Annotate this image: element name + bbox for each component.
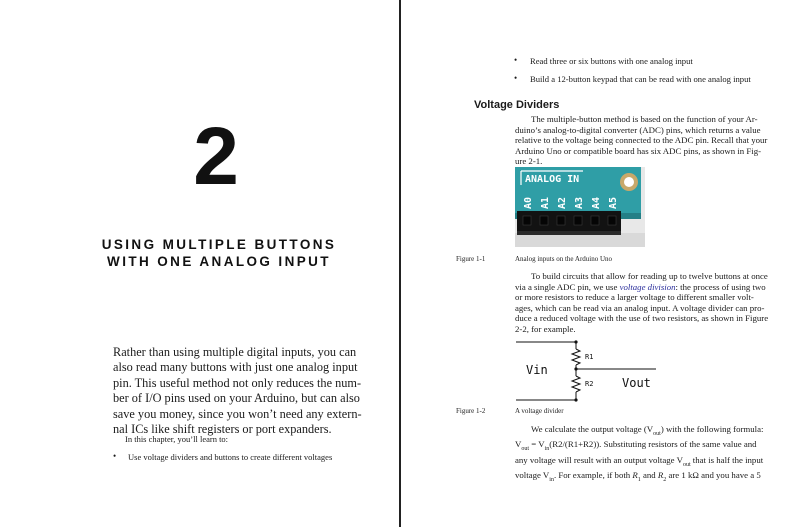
text-span: : the process of using two	[675, 281, 766, 292]
subscript: out	[521, 446, 530, 453]
chapter-number: 2	[193, 111, 239, 202]
pin-label-a3: A3	[574, 196, 585, 209]
chapter-title	[96, 236, 342, 270]
para-line: ages, which can be read via an analog input. A voltage divider can pro-	[515, 302, 765, 313]
text-span: = V	[529, 439, 545, 450]
text-span: R	[657, 470, 664, 481]
text-span: ) with the following formula:	[660, 424, 764, 434]
pin-label-a5: A5	[608, 196, 619, 209]
chapter-title-line: USING MULTIPLE BUTTONS	[101, 237, 337, 252]
para-line: relative to the voltage being connected to the ADC pin. Recall that your	[515, 135, 768, 146]
intro-line: ber of I/O pins used on your Arduino, but can also	[113, 391, 360, 406]
header-socket	[557, 216, 565, 225]
intro-line: Rather than using multiple digital inputs, you can	[113, 345, 357, 359]
header-socket	[574, 216, 582, 225]
para-line: duino’s analog-to-digital converter (ADC) pins, which returns a value	[515, 124, 761, 135]
intro-paragraph	[113, 345, 362, 437]
para-line: ure 2-1.	[515, 156, 543, 167]
paragraph-3	[515, 424, 763, 485]
subscript: 1	[637, 476, 641, 483]
para-line	[515, 470, 763, 485]
text-span: V	[515, 439, 522, 450]
para-line	[515, 455, 763, 470]
junction-dot	[574, 340, 577, 343]
junction-dot	[574, 367, 577, 370]
voltage-divider-schematic	[514, 338, 664, 404]
chapter-title-line: WITH ONE ANALOG INPUT	[107, 254, 331, 269]
pin-label-a0: A0	[523, 196, 534, 209]
learn-intro: In this chapter, you’ll learn to:	[125, 434, 229, 444]
pin-label-a2: A2	[557, 196, 568, 209]
text-span: and	[640, 470, 658, 481]
text-span: . For example, if both	[553, 470, 633, 481]
text-span: voltage V	[515, 470, 550, 481]
subscript: in	[544, 446, 550, 453]
para-line: 2-2, for example.	[515, 323, 576, 334]
para-line: Arduino Uno or compatible board has six ADC pins, as shown in Fig-	[515, 145, 762, 156]
bullet-item: Use voltage dividers and buttons to create different voltages	[128, 452, 333, 462]
para-line: To build circuits that allow for reading up to twelve buttons at once	[531, 271, 768, 281]
bullet-dot: •	[514, 55, 518, 65]
arduino-analog-header-image	[515, 167, 645, 247]
para-line	[515, 424, 763, 439]
para-line: duce a reduced voltage with the use of two resistors, as shown in Figure	[515, 313, 769, 324]
subscript: out	[682, 461, 691, 468]
text-span: We calculate the output voltage (V	[531, 424, 654, 434]
figure-1-caption: Analog inputs on the Arduino Uno	[515, 255, 613, 263]
bullet-dot: •	[113, 451, 117, 461]
voltage-division-link[interactable]: voltage division	[619, 281, 676, 292]
bullet-item: Read three or six buttons with one analog input	[530, 56, 693, 66]
para-line	[515, 439, 763, 454]
text-span: that is half the input	[690, 454, 764, 465]
header-socket	[523, 216, 531, 225]
para-line: The multiple-button method is based on the function of your Ar-	[531, 114, 758, 124]
analog-in-silkscreen: ANALOG IN	[525, 174, 580, 185]
figure-2-label: Figure 1-2	[456, 407, 486, 415]
text-span: R	[632, 470, 638, 481]
section-heading: Voltage Dividers	[474, 99, 560, 111]
text-span: (R2/(R1+R2)). Substituting resistors of the same value and	[549, 439, 757, 450]
subscript: in	[549, 476, 554, 483]
intro-line: pin. This useful method not only reduces the num-	[113, 375, 362, 390]
intro-line: save you money, since you won’t need any extern-	[113, 406, 362, 421]
junction-dot	[574, 398, 577, 401]
subscript: 2	[663, 476, 667, 483]
header-socket	[540, 216, 548, 225]
intro-line: nal ICs like shift registers or port expanders.	[113, 422, 332, 437]
vin-label: Vin	[526, 363, 548, 377]
r1-label: R1	[585, 353, 594, 361]
intro-line: also read many buttons with just one analog input	[113, 360, 358, 375]
bullet-dot: •	[514, 73, 518, 83]
figure-2-caption: A voltage divider	[515, 407, 564, 415]
left-page	[0, 0, 399, 527]
text-span: any voltage will result with an output voltage V	[515, 454, 683, 465]
text-span: are 1 kΩ and you have a 5	[666, 470, 761, 481]
header-socket	[591, 216, 599, 225]
header-socket	[608, 216, 616, 225]
para-line	[515, 282, 768, 293]
paragraph-2	[515, 271, 768, 335]
vout-label: Vout	[622, 376, 651, 390]
pin-label-a4: A4	[591, 196, 602, 209]
right-page	[401, 0, 800, 527]
figure-1-label: Figure 1-1	[456, 255, 486, 263]
r2-label: R2	[585, 380, 594, 388]
pin-label-a1: A1	[540, 196, 551, 209]
para-line: or more resistors to reduce a larger voltage to different smaller volt-	[515, 292, 754, 303]
bullet-item: Build a 12-button keypad that can be read with one analog input	[530, 74, 751, 84]
subscript: out	[653, 430, 661, 437]
paragraph-1	[515, 114, 767, 167]
text-span: via a single ADC pin, we use	[515, 281, 620, 292]
